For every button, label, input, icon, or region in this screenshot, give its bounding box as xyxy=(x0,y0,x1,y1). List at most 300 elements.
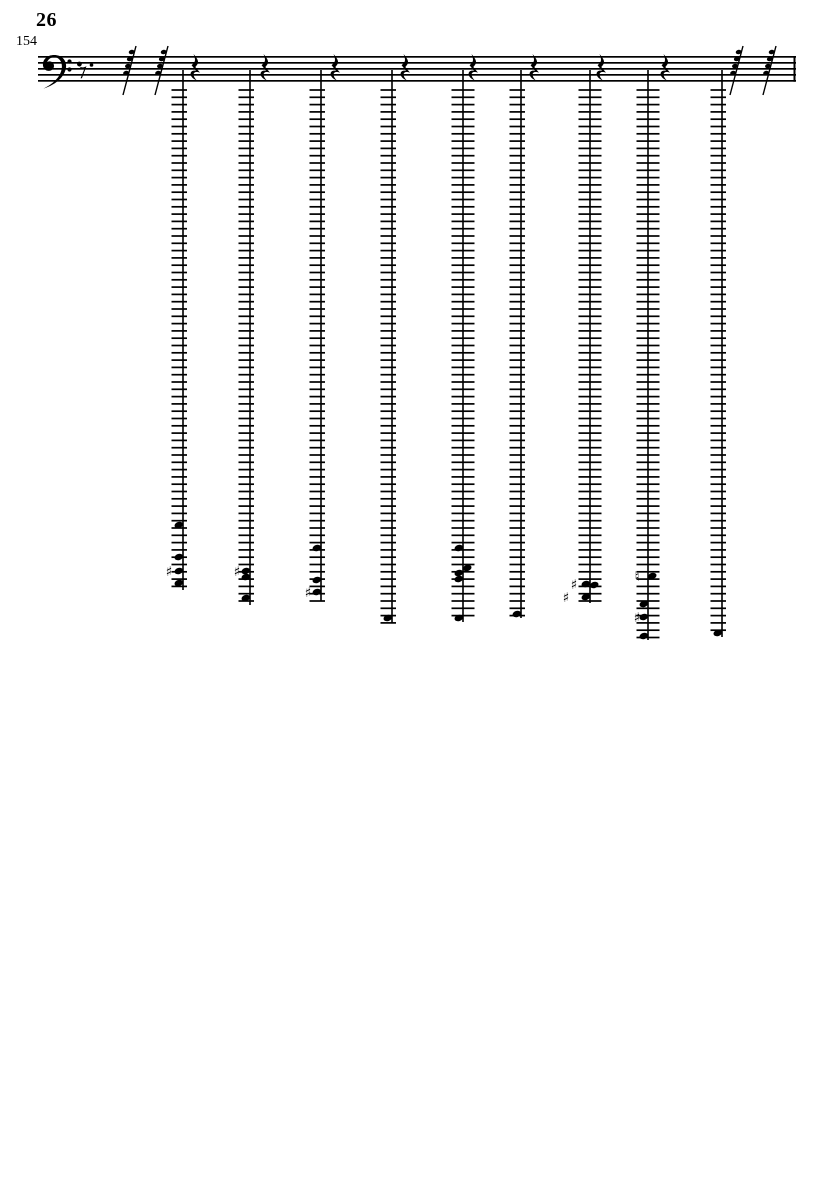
ledger-line xyxy=(510,89,526,91)
ledger-line xyxy=(711,564,727,566)
ledger-line xyxy=(381,403,397,405)
ledger-line xyxy=(637,337,660,339)
ledger-line xyxy=(510,191,526,193)
ledger-line xyxy=(637,498,660,500)
ledger-line xyxy=(637,367,660,369)
ledger-line xyxy=(452,294,475,296)
ledger-line xyxy=(239,177,255,179)
ledger-line xyxy=(711,396,727,398)
ledger-line xyxy=(510,345,526,347)
ledger-line xyxy=(172,505,188,507)
note-column xyxy=(634,54,670,640)
ledger-line xyxy=(711,184,727,186)
ledger-line xyxy=(579,294,602,296)
ledger-line xyxy=(711,586,727,588)
ledger-line xyxy=(711,294,727,296)
ledger-line xyxy=(172,461,188,463)
ledger-line xyxy=(172,491,188,493)
ledger-line xyxy=(381,272,397,274)
ledger-line xyxy=(310,118,326,120)
accidental-sharp: ♯ xyxy=(304,584,312,601)
bass-clef-dot xyxy=(67,67,71,71)
ledger-line xyxy=(711,381,727,383)
ledger-line xyxy=(579,235,602,237)
ledger-line xyxy=(172,133,188,135)
ledger-line xyxy=(452,345,475,347)
ledger-line xyxy=(172,264,188,266)
ledger-line xyxy=(452,104,475,106)
ledger-line xyxy=(310,286,326,288)
ledger-line xyxy=(381,235,397,237)
ledger-line xyxy=(172,257,188,259)
ledger-line xyxy=(579,140,602,142)
ledger-line xyxy=(510,221,526,223)
ledger-line xyxy=(381,607,397,609)
ledger-line xyxy=(711,330,727,332)
ledger-line xyxy=(239,191,255,193)
ledger-line xyxy=(579,169,602,171)
ledger-line xyxy=(711,607,727,609)
ledger-line xyxy=(711,622,727,624)
ledger-line xyxy=(239,264,255,266)
ledger-line xyxy=(239,542,255,544)
ledger-line xyxy=(579,301,602,303)
ledger-line xyxy=(239,498,255,500)
ledger-line xyxy=(510,242,526,244)
ledger-line xyxy=(452,96,475,98)
ledger-line xyxy=(310,403,326,405)
ledger-line xyxy=(172,250,188,252)
ledger-line xyxy=(711,126,727,128)
quarter-rest xyxy=(661,54,670,81)
ledger-line xyxy=(711,148,727,150)
ledger-line xyxy=(239,454,255,456)
ledger-line xyxy=(637,556,660,558)
note-column xyxy=(166,54,200,590)
ledger-line xyxy=(310,308,326,310)
note-stem xyxy=(391,70,393,623)
ledger-line xyxy=(310,505,326,507)
ledger-line xyxy=(452,169,475,171)
ledger-line xyxy=(452,432,475,434)
ledger-line xyxy=(452,607,475,609)
ledger-line xyxy=(711,257,727,259)
ledger-line xyxy=(510,607,526,609)
ledger-line xyxy=(579,564,602,566)
ledger-line xyxy=(637,301,660,303)
ledger-line xyxy=(172,337,188,339)
ledger-line xyxy=(637,359,660,361)
ledger-line xyxy=(452,213,475,215)
ledger-line xyxy=(452,440,475,442)
ledger-line xyxy=(510,571,526,573)
ledger-line xyxy=(510,206,526,208)
ledger-line xyxy=(711,578,727,580)
ledger-line xyxy=(172,148,188,150)
staff-line xyxy=(38,80,796,82)
ledger-line xyxy=(711,469,727,471)
ledger-line xyxy=(711,242,727,244)
ledger-line xyxy=(579,221,602,223)
ledger-line xyxy=(381,133,397,135)
ledger-line xyxy=(310,476,326,478)
ledger-line xyxy=(310,177,326,179)
ledger-line xyxy=(579,461,602,463)
ledger-line xyxy=(510,133,526,135)
accidental-sharp: ♯ xyxy=(633,609,641,626)
ledger-line xyxy=(510,600,526,602)
ledger-line xyxy=(381,388,397,390)
ledger-line xyxy=(239,279,255,281)
ledger-line xyxy=(381,469,397,471)
ledger-line xyxy=(452,483,475,485)
ledger-line xyxy=(510,396,526,398)
ledger-line xyxy=(637,345,660,347)
ledger-line xyxy=(239,235,255,237)
ledger-line xyxy=(579,593,602,595)
ledger-line xyxy=(452,264,475,266)
ledger-line xyxy=(510,104,526,106)
quarter-rest xyxy=(597,54,606,81)
ledger-line xyxy=(310,228,326,230)
ledger-line xyxy=(711,440,727,442)
ledger-line xyxy=(172,447,188,449)
ledger-line xyxy=(510,257,526,259)
accidental-sharp: ♯ xyxy=(233,563,241,580)
ledger-line xyxy=(711,454,727,456)
ledger-line xyxy=(381,600,397,602)
ledger-line xyxy=(452,286,475,288)
ledger-line xyxy=(579,177,602,179)
ledger-line xyxy=(579,206,602,208)
note-column xyxy=(711,70,727,637)
ledger-line xyxy=(452,228,475,230)
ledger-line xyxy=(452,476,475,478)
ledger-line xyxy=(172,367,188,369)
ledger-line xyxy=(637,410,660,412)
ledger-line xyxy=(381,549,397,551)
ledger-line xyxy=(510,169,526,171)
ledger-line xyxy=(381,177,397,179)
ledger-line xyxy=(381,564,397,566)
accidental-natural: ♮ xyxy=(634,568,640,585)
note-column xyxy=(234,54,270,605)
ledger-line xyxy=(711,367,727,369)
ledger-line xyxy=(381,294,397,296)
ledger-line xyxy=(381,155,397,157)
ledger-line xyxy=(637,228,660,230)
ledger-line xyxy=(637,242,660,244)
ledger-line xyxy=(637,593,660,595)
ledger-line xyxy=(239,374,255,376)
ledger-line xyxy=(310,534,326,536)
ledger-line xyxy=(711,476,727,478)
ledger-line xyxy=(172,104,188,106)
ledger-line xyxy=(452,89,475,91)
ledger-line xyxy=(381,184,397,186)
ledger-line xyxy=(510,162,526,164)
ledger-line xyxy=(452,593,475,595)
ledger-line xyxy=(579,279,602,281)
ledger-line xyxy=(239,228,255,230)
ledger-line xyxy=(452,454,475,456)
ledger-line xyxy=(452,352,475,354)
ledger-line xyxy=(310,418,326,420)
ledger-line xyxy=(452,330,475,332)
quarter-rest xyxy=(261,54,270,81)
ledger-line xyxy=(239,359,255,361)
ledger-line xyxy=(381,622,397,624)
ledger-line xyxy=(579,403,602,405)
ledger-line xyxy=(711,228,727,230)
ledger-line xyxy=(310,513,326,515)
ledger-line xyxy=(637,272,660,274)
ledger-line xyxy=(637,206,660,208)
ledger-line xyxy=(579,111,602,113)
ledger-line xyxy=(711,345,727,347)
ledger-line xyxy=(381,527,397,529)
ledger-line xyxy=(239,352,255,354)
ledger-line xyxy=(239,396,255,398)
ledger-line xyxy=(381,279,397,281)
ledger-line xyxy=(239,118,255,120)
ledger-line xyxy=(637,257,660,259)
ledger-line xyxy=(510,301,526,303)
ledger-line xyxy=(637,148,660,150)
ledger-line xyxy=(172,184,188,186)
ledger-line xyxy=(579,527,602,529)
ledger-line xyxy=(510,272,526,274)
ledger-line xyxy=(239,169,255,171)
ledger-line xyxy=(381,140,397,142)
ledger-line xyxy=(579,425,602,427)
ledger-line xyxy=(381,542,397,544)
ledger-line xyxy=(510,593,526,595)
ledger-line xyxy=(239,418,255,420)
ledger-line xyxy=(510,440,526,442)
ledger-line xyxy=(310,221,326,223)
ledger-line xyxy=(239,301,255,303)
ledger-line xyxy=(381,571,397,573)
ledger-line xyxy=(239,294,255,296)
ledger-line xyxy=(239,286,255,288)
ledger-line xyxy=(310,264,326,266)
ledger-line xyxy=(579,447,602,449)
ledger-line xyxy=(239,403,255,405)
ledger-line xyxy=(381,410,397,412)
ledger-line xyxy=(510,505,526,507)
ledger-line xyxy=(381,104,397,106)
ledger-line xyxy=(711,235,727,237)
ledger-line xyxy=(172,381,188,383)
ledger-line xyxy=(711,513,727,515)
ledger-line xyxy=(510,454,526,456)
ledger-line xyxy=(381,578,397,580)
ledger-line xyxy=(579,359,602,361)
ledger-line xyxy=(452,221,475,223)
ledger-line xyxy=(711,418,727,420)
ledger-line xyxy=(172,272,188,274)
ledger-line xyxy=(510,527,526,529)
ledger-line xyxy=(452,118,475,120)
ledger-line xyxy=(381,359,397,361)
ledger-line xyxy=(452,279,475,281)
ledger-line xyxy=(510,498,526,500)
ledger-line xyxy=(452,257,475,259)
ledger-line xyxy=(172,155,188,157)
ledger-line xyxy=(637,447,660,449)
ledger-line xyxy=(452,272,475,274)
ledger-line xyxy=(579,133,602,135)
ledger-line xyxy=(510,564,526,566)
ledger-line xyxy=(637,586,660,588)
ledger-line xyxy=(172,315,188,317)
ledger-line xyxy=(381,491,397,493)
ledger-line xyxy=(637,294,660,296)
ledger-line xyxy=(579,323,602,325)
ledger-line xyxy=(381,593,397,595)
ledger-line xyxy=(510,184,526,186)
ledger-line xyxy=(579,286,602,288)
slashed-grace-chord xyxy=(155,46,168,95)
page-number: 26 xyxy=(36,9,57,31)
ledger-line xyxy=(381,483,397,485)
ledger-line xyxy=(510,432,526,434)
note-column xyxy=(305,54,340,602)
ledger-line xyxy=(172,542,188,544)
ledger-line xyxy=(637,191,660,193)
ledger-line xyxy=(452,388,475,390)
ledger-line xyxy=(239,513,255,515)
ledger-line xyxy=(711,556,727,558)
ledger-line xyxy=(310,323,326,325)
ledger-line xyxy=(239,520,255,522)
ledger-line xyxy=(310,133,326,135)
ledger-line xyxy=(172,199,188,201)
ledger-line xyxy=(172,286,188,288)
ledger-line xyxy=(452,491,475,493)
ledger-line xyxy=(381,89,397,91)
ledger-line xyxy=(172,425,188,427)
ledger-line xyxy=(172,476,188,478)
ledger-line xyxy=(239,527,255,529)
ledger-line xyxy=(381,111,397,113)
ledger-line xyxy=(452,184,475,186)
ledger-line xyxy=(172,396,188,398)
ledger-line xyxy=(381,257,397,259)
ledger-line xyxy=(510,250,526,252)
ledger-line xyxy=(579,367,602,369)
ledger-line xyxy=(172,345,188,347)
dotted-eighth-rest xyxy=(77,62,93,79)
ledger-line xyxy=(452,301,475,303)
ledger-line xyxy=(711,133,727,135)
ledger-line xyxy=(172,323,188,325)
ledger-line xyxy=(310,520,326,522)
ledger-line xyxy=(637,454,660,456)
ledger-line xyxy=(239,586,255,588)
ledger-line xyxy=(637,96,660,98)
ledger-line xyxy=(239,337,255,339)
ledger-line xyxy=(637,396,660,398)
ledger-line xyxy=(510,352,526,354)
ledger-line xyxy=(172,242,188,244)
ledger-line xyxy=(381,96,397,98)
ledger-line xyxy=(579,571,602,573)
ledger-line xyxy=(711,315,727,317)
ledger-line xyxy=(452,534,475,536)
ledger-line xyxy=(310,498,326,500)
ledger-line xyxy=(452,140,475,142)
ledger-line xyxy=(711,403,727,405)
ledger-line xyxy=(579,330,602,332)
ledger-line xyxy=(510,476,526,478)
ledger-line xyxy=(510,410,526,412)
ledger-line xyxy=(452,126,475,128)
ledger-line xyxy=(239,96,255,98)
ledger-line xyxy=(579,432,602,434)
ledger-line xyxy=(452,418,475,420)
ledger-line xyxy=(510,418,526,420)
ledger-line xyxy=(637,89,660,91)
ledger-line xyxy=(381,126,397,128)
ledger-line xyxy=(452,191,475,193)
ledger-line xyxy=(579,381,602,383)
ledger-line xyxy=(637,315,660,317)
ledger-line xyxy=(172,454,188,456)
final-barline xyxy=(794,56,796,82)
ledger-line xyxy=(637,388,660,390)
ledger-line xyxy=(172,162,188,164)
quarter-rest xyxy=(331,54,340,81)
quarter-rest xyxy=(469,54,478,81)
ledger-line xyxy=(452,542,475,544)
ledger-line xyxy=(711,534,727,536)
ledger-line xyxy=(510,578,526,580)
ledger-line xyxy=(310,381,326,383)
ledger-line xyxy=(239,308,255,310)
ledger-line xyxy=(239,469,255,471)
ledger-line xyxy=(310,155,326,157)
ledger-line xyxy=(172,308,188,310)
ledger-line xyxy=(637,513,660,515)
ledger-line xyxy=(310,542,326,544)
ledger-line xyxy=(711,491,727,493)
ledger-line xyxy=(172,169,188,171)
ledger-line xyxy=(637,578,660,580)
ledger-line xyxy=(172,359,188,361)
ledger-line xyxy=(579,556,602,558)
ledger-line xyxy=(310,89,326,91)
ledger-line xyxy=(510,586,526,588)
ledger-line xyxy=(637,111,660,113)
ledger-line xyxy=(637,352,660,354)
ledger-line xyxy=(452,461,475,463)
bass-clef-icon xyxy=(43,55,66,89)
ledger-line xyxy=(172,140,188,142)
ledger-line xyxy=(239,564,255,566)
ledger-line xyxy=(637,177,660,179)
ledger-line xyxy=(637,162,660,164)
ledger-line xyxy=(711,206,727,208)
slashed-grace-chord xyxy=(730,46,743,95)
ledger-line xyxy=(239,440,255,442)
ledger-line xyxy=(452,199,475,201)
ledger-line xyxy=(381,374,397,376)
ledger-line xyxy=(637,549,660,551)
ledger-line xyxy=(510,534,526,536)
ledger-line xyxy=(637,118,660,120)
